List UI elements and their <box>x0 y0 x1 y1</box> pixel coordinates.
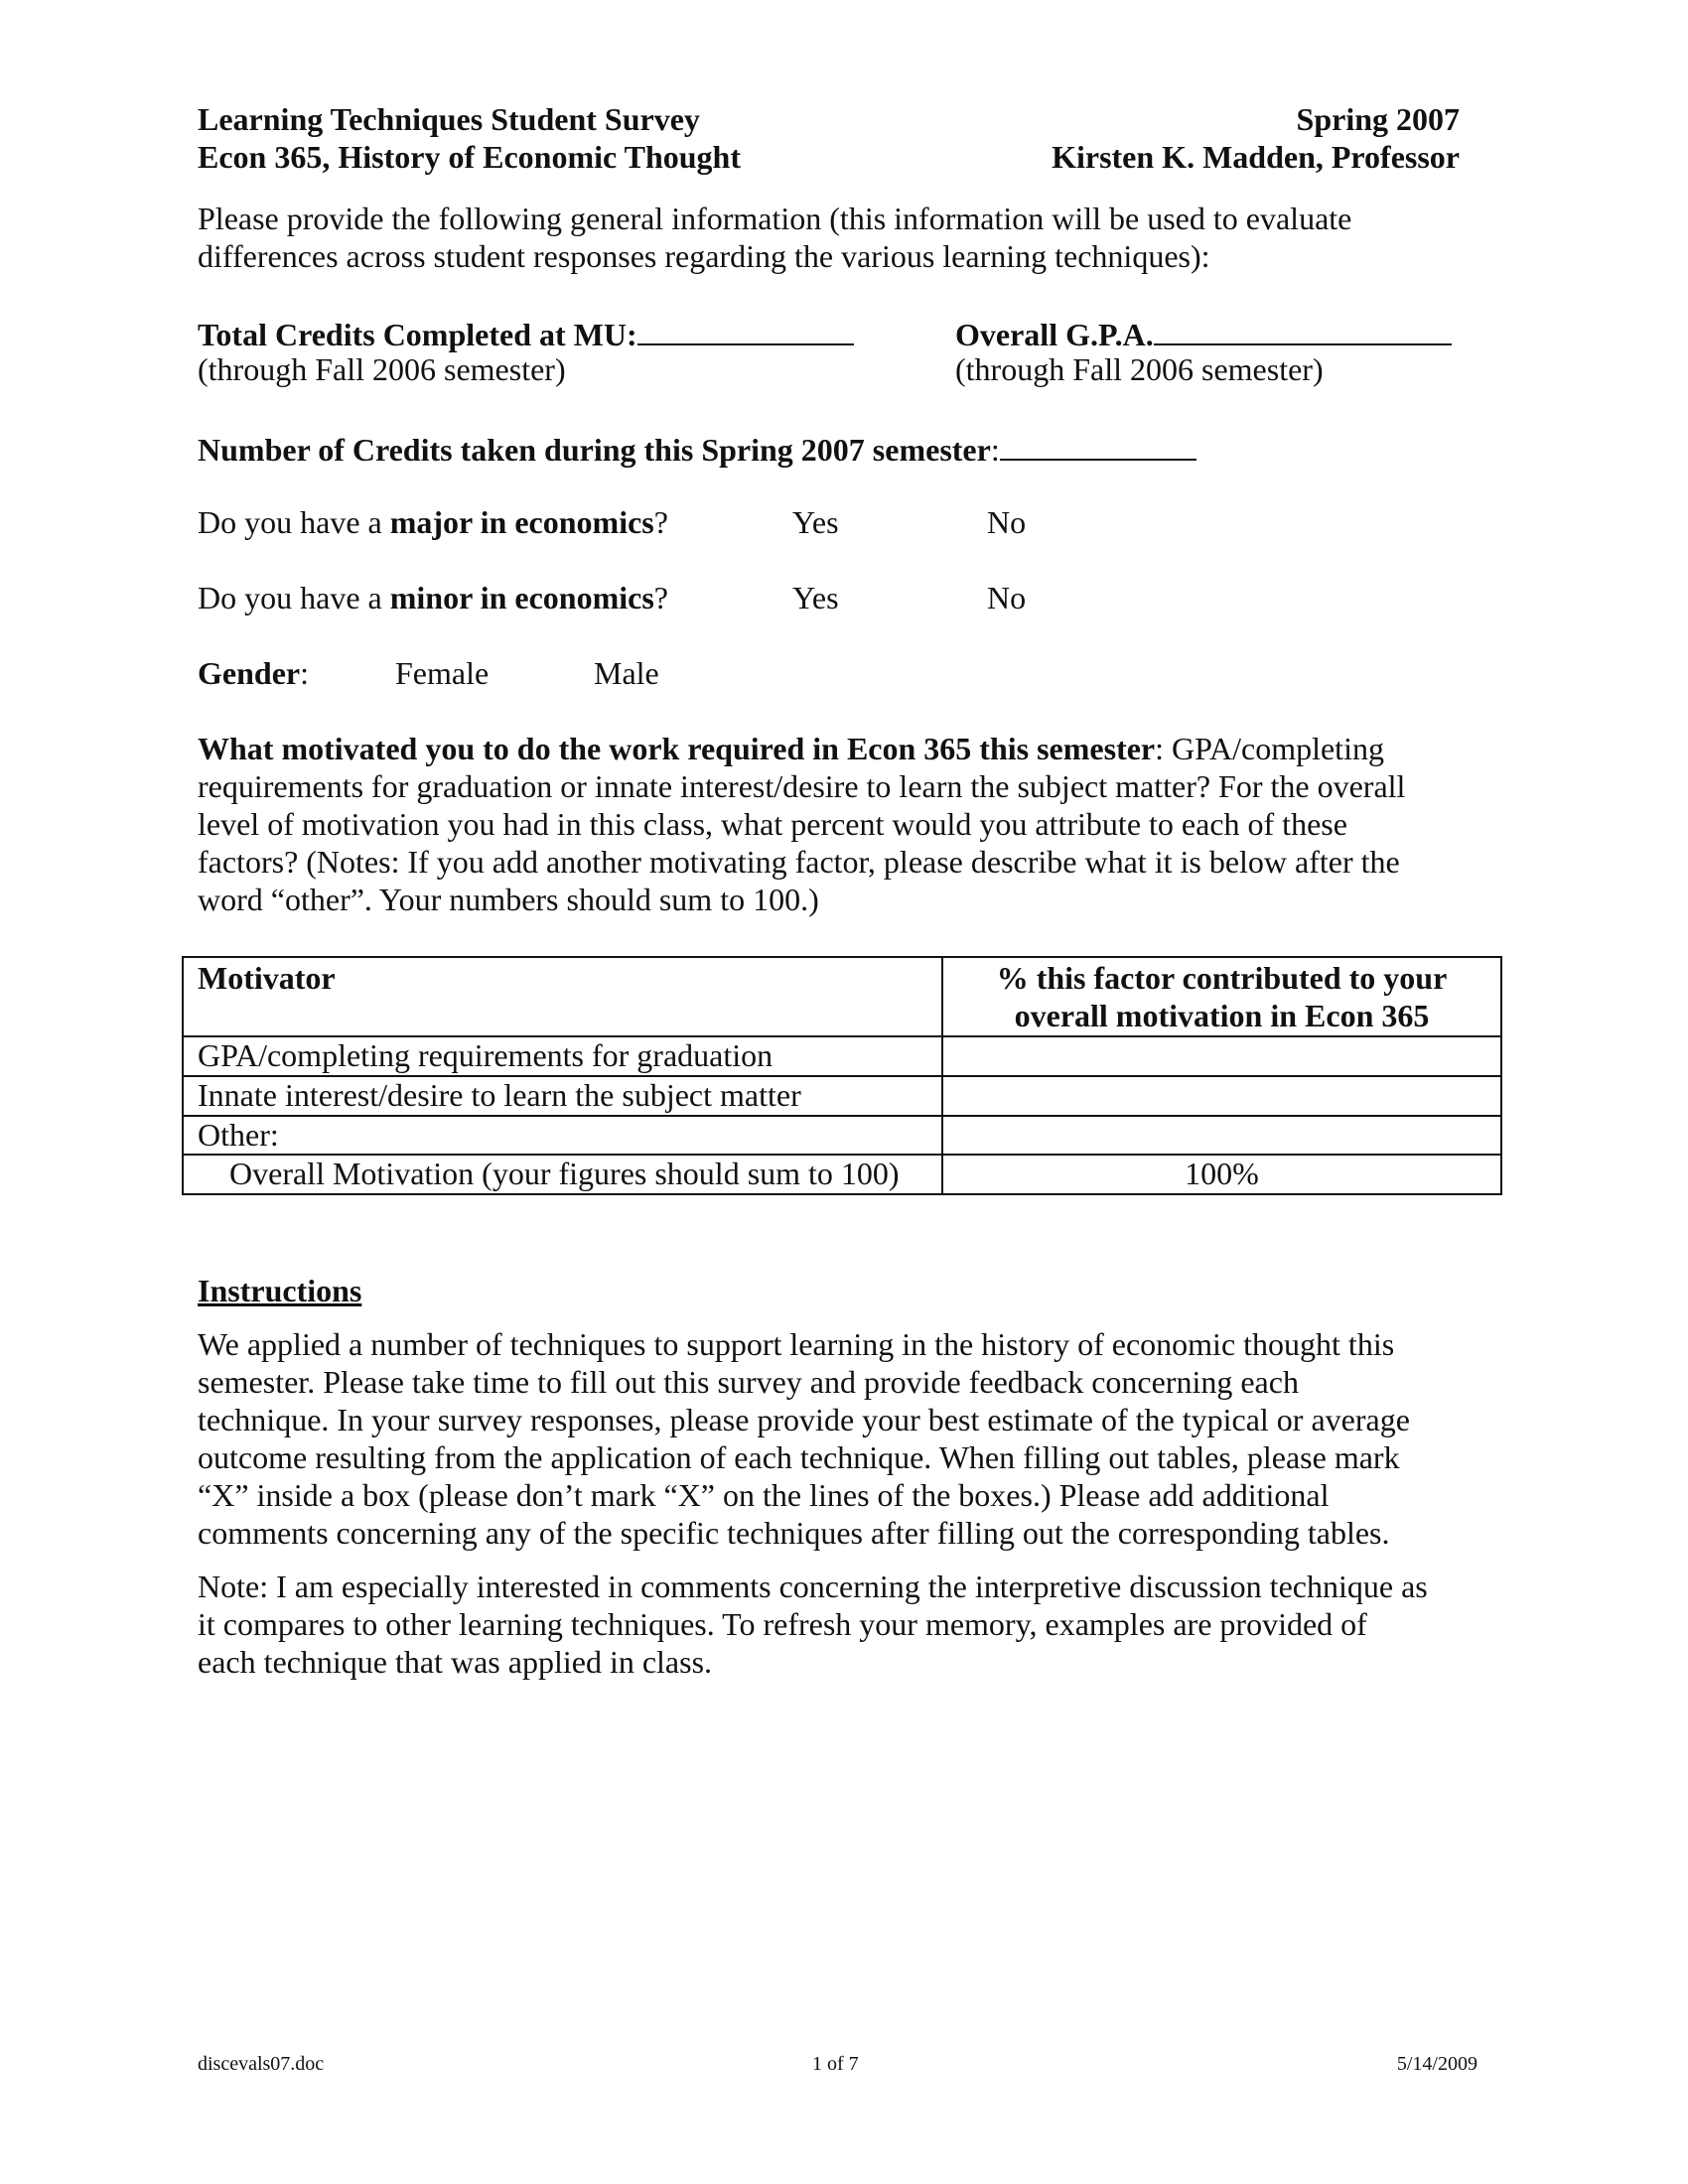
professor: Kirsten K. Madden, Professor <box>1052 139 1460 175</box>
spring-credits-label: Number of Credits taken during this Spring 2007 semester <box>198 432 991 468</box>
col-percent-header-line-2: overall motivation in Econ 365 <box>1014 997 1430 1033</box>
gender-colon: : <box>300 655 309 691</box>
motivation-line-5: word “other”. Your numbers should sum to 100.) <box>198 882 819 917</box>
instructions-p1-line: comments concerning any of the specific techniques after filling out the corresponding tables. <box>198 1515 1390 1551</box>
motivator-total-cell: Overall Motivation (your figures should sum to 100) <box>183 1155 942 1194</box>
gender-male-option[interactable]: Male <box>594 655 659 691</box>
instructions-p1-line: We applied a number of techniques to support learning in the history of economic thought this <box>198 1326 1395 1362</box>
credits-field[interactable] <box>198 314 854 354</box>
motivation-line-4: factors? (Notes: If you add another motivating factor, please describe what it is below after the <box>198 844 1400 880</box>
term: Spring 2007 <box>1296 101 1460 137</box>
footer-date: 5/14/2009 <box>1396 2053 1477 2075</box>
gpa-blank[interactable] <box>1154 314 1452 345</box>
table-header-row <box>183 957 1501 1036</box>
intro-line-2: differences across student responses regarding the various learning techniques): <box>198 238 1210 274</box>
footer-filename: discevals07.doc <box>198 2053 325 2075</box>
credits-label: Total Credits Completed at MU: <box>198 317 637 352</box>
instructions-p2-line: Note: I am especially interested in comments concerning the interpretive discussion technique as <box>198 1569 1428 1604</box>
table-row <box>183 1036 1501 1076</box>
minor-no-option[interactable]: No <box>987 580 1027 615</box>
table-row <box>183 1076 1501 1116</box>
instructions-p1-line: technique. In your survey responses, please provide your best estimate of the typical or average <box>198 1402 1410 1437</box>
major-yes-option[interactable]: Yes <box>792 504 839 540</box>
table-row <box>183 1155 1501 1194</box>
survey-title: Learning Techniques Student Survey <box>198 101 700 137</box>
col-motivator-header: Motivator <box>183 957 942 1036</box>
minor-prefix: Do you have a <box>198 580 390 615</box>
minor-question <box>198 580 668 617</box>
major-bold: major in economics <box>389 504 654 540</box>
instructions-p1-line: semester. Please take time to fill out this survey and provide feedback concerning each <box>198 1364 1299 1400</box>
motivator-cell: GPA/completing requirements for graduation <box>183 1036 942 1076</box>
credits-blank[interactable] <box>637 314 854 345</box>
instructions-p2-line: each technique that was applied in class. <box>198 1644 713 1680</box>
gpa-note: (through Fall 2006 semester) <box>955 351 1324 387</box>
major-question <box>198 504 668 542</box>
instructions-heading: Instructions <box>198 1273 362 1308</box>
minor-yes-option[interactable]: Yes <box>792 580 839 615</box>
gpa-label: Overall G.P.A. <box>955 317 1154 352</box>
instructions-p1-line: “X” inside a box (please don’t mark “X” on the lines of the boxes.) Please add additional <box>198 1477 1330 1513</box>
credits-note: (through Fall 2006 semester) <box>198 351 566 387</box>
course-title: Econ 365, History of Economic Thought <box>198 139 741 175</box>
major-suffix: ? <box>653 504 668 540</box>
instructions-p2-line: it compares to other learning techniques. To refresh your memory, examples are provided of <box>198 1606 1367 1642</box>
spring-credits-blank[interactable] <box>1000 429 1196 461</box>
motivation-table <box>182 956 1502 1195</box>
percent-input-cell[interactable] <box>942 1036 1501 1076</box>
gpa-field[interactable] <box>955 314 1452 354</box>
major-prefix: Do you have a <box>198 504 390 540</box>
col-percent-header <box>942 957 1501 1036</box>
percent-input-cell[interactable] <box>942 1076 1501 1116</box>
gender-label: Gender <box>198 655 301 691</box>
motivation-bold-lead: What motivated you to do the work required in Econ 365 this semester <box>198 731 1156 766</box>
instructions-p1-line: outcome resulting from the application of each technique. When filling out tables, please mark <box>198 1439 1400 1475</box>
motivation-line-1 <box>198 731 1488 768</box>
motivation-line-3: level of motivation you had in this class, what percent would you attribute to each of these <box>198 806 1347 842</box>
percent-input-cell[interactable] <box>942 1116 1501 1156</box>
minor-suffix: ? <box>653 580 668 615</box>
major-no-option[interactable]: No <box>987 504 1027 540</box>
motivator-cell[interactable]: Other: <box>183 1116 942 1156</box>
spring-credits-field[interactable] <box>198 429 1196 470</box>
percent-total-cell: 100% <box>942 1155 1501 1194</box>
table-row <box>183 1116 1501 1156</box>
motivator-cell: Innate interest/desire to learn the subject matter <box>183 1076 942 1116</box>
motivation-line-2: requirements for graduation or innate interest/desire to learn the subject matter? For the overall <box>198 768 1406 804</box>
col-percent-header-line-1: % this factor contributed to your <box>996 960 1448 996</box>
spring-credits-colon: : <box>990 432 1000 468</box>
minor-bold: minor in economics <box>389 580 654 615</box>
footer-page-number: 1 of 7 <box>812 2053 859 2075</box>
gender-question <box>198 655 309 693</box>
gender-female-option[interactable]: Female <box>395 655 490 691</box>
intro-line-1: Please provide the following general information (this information will be used to evaluate <box>198 201 1352 236</box>
motivation-line-1-rest: : GPA/completing <box>1155 731 1384 766</box>
